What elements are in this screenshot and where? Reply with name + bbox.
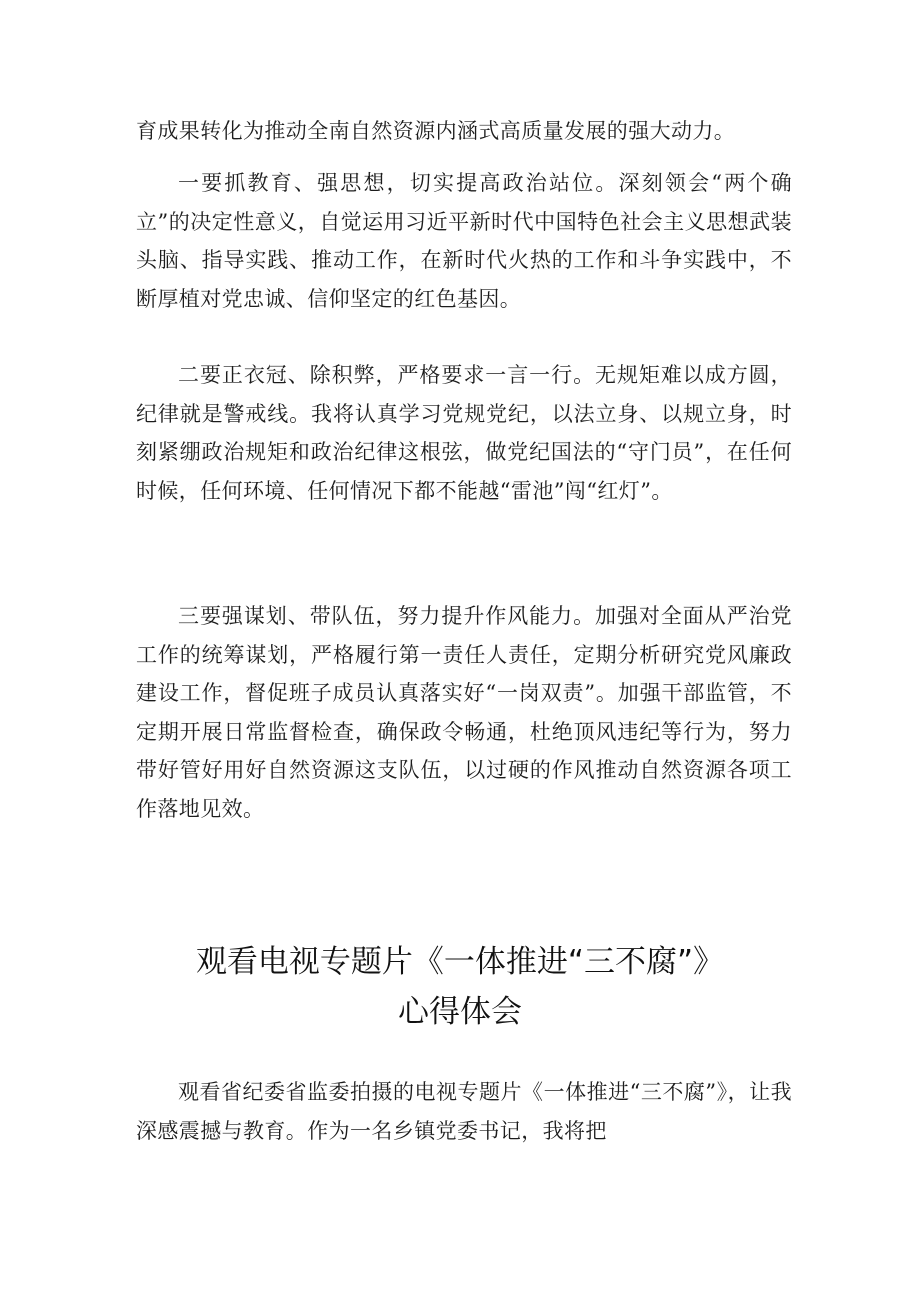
paragraph-point-three: 三要强谋划、带队伍，努力提升作风能力。加强对全面从严治党工作的统筹谋划，严格履行第一责任人责任，定期分析研究党风廉政建设工作，督促班子成员认真落实好“一岗双责”。加强干部监管，不定期开展日常监督检查，确保政令畅通，杜绝顶风违纪等行为，努力带好管好用好自然资源这支队伍，以过硬的作风推动自然资源各项工作落地见效。 bbox=[136, 604, 792, 821]
paragraph-point-one: 一要抓教育、强思想，切实提高政治站位。深刻领会“两个确立”的决定性意义，自觉运用习近平新时代中国特色社会主义思想武装头脑、指导实践、推动工作，在新时代火热的工作和斗争实践中，不断厚植对党忠诚、信仰坚定的红色基因。 bbox=[136, 171, 792, 311]
paragraph-intro: 观看省纪委省监委拍摄的电视专题片《一体推进“三不腐”》，让我深感震撼与教育。作为一名乡镇党委书记，我将把 bbox=[136, 1080, 792, 1143]
article-title-line2: 心得体会 bbox=[398, 994, 522, 1030]
article-title-line1: 观看电视专题片《一体推进“三不腐”》 bbox=[195, 944, 725, 980]
paragraph-continued: 育成果转化为推动全南自然资源内涵式高质量发展的强大动力。 bbox=[136, 119, 736, 143]
paragraph-point-two: 二要正衣冠、除积弊，严格要求一言一行。无规矩难以成方圆，纪律就是警戒线。我将认真学习党规党纪，以法立身、以规立身，时刻紧绷政治规矩和政治纪律这根弦，做党纪国法的“守门员”，在任何时候，任何环境、任何情况下都不能越“雷池”闯“红灯”。 bbox=[136, 363, 792, 503]
